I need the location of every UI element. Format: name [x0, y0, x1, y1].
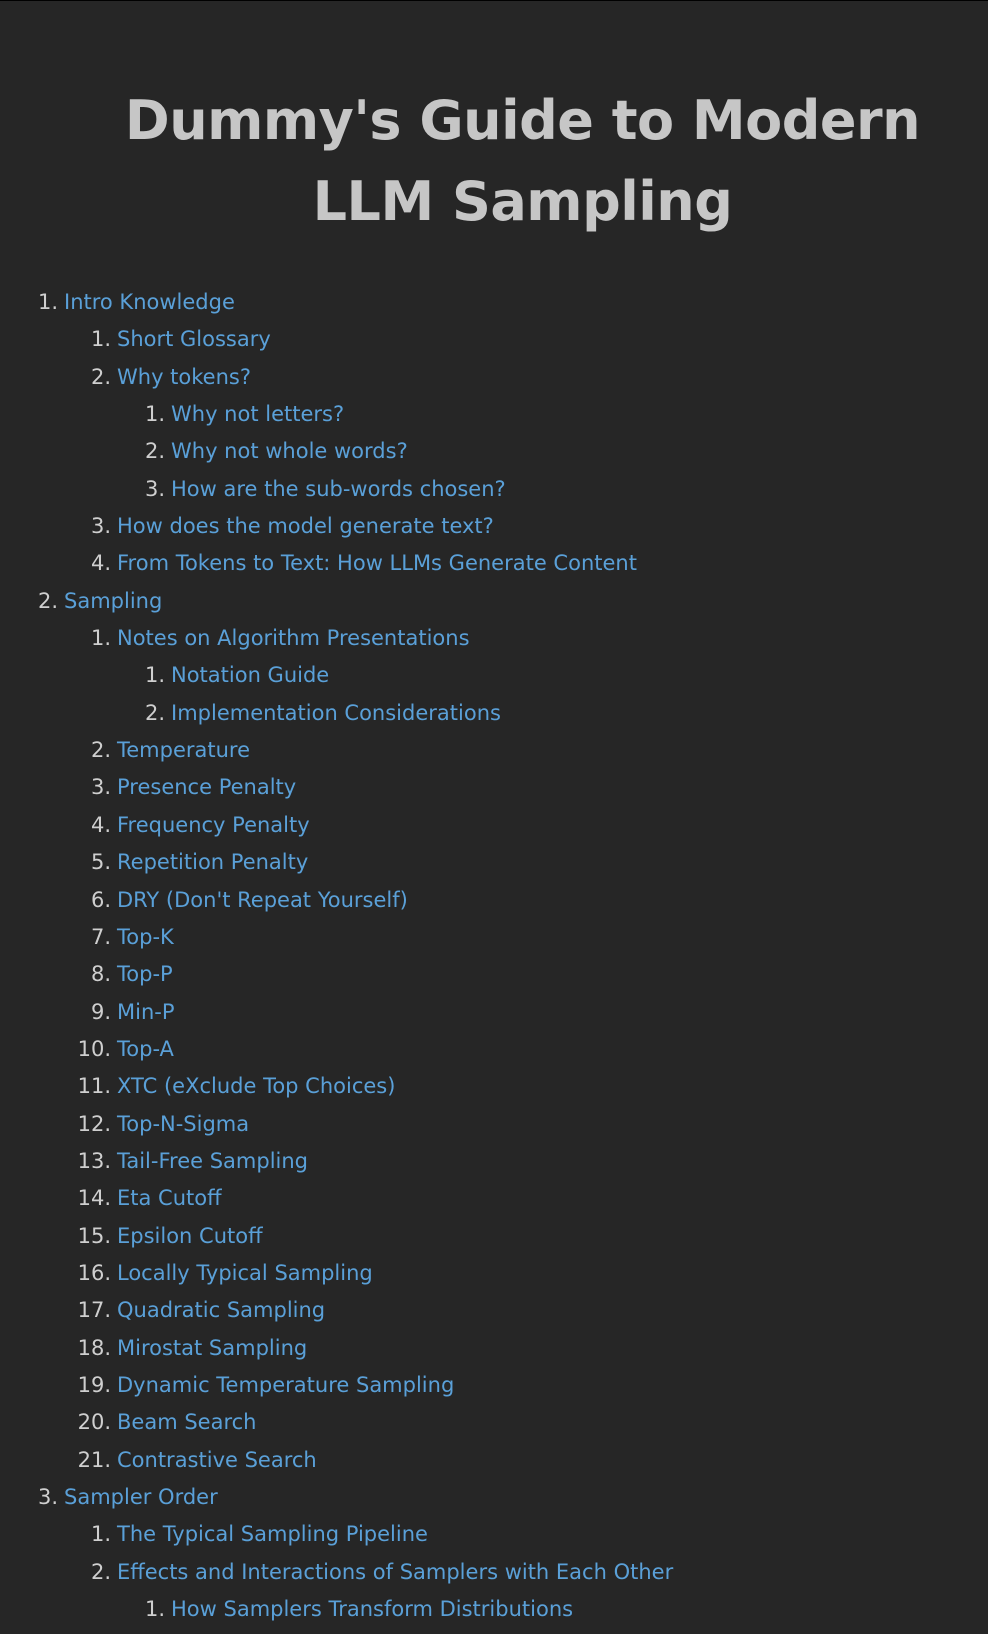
toc-link[interactable]: How does the model generate text? [117, 514, 494, 539]
toc-item [0, 1292, 988, 1329]
toc-item [0, 1218, 988, 1255]
toc-item [0, 545, 988, 582]
toc-item [0, 844, 988, 881]
toc-link[interactable]: Min-P [117, 999, 175, 1024]
toc-item [0, 583, 988, 620]
toc-item [0, 1479, 988, 1516]
toc-number: 3. [90, 775, 111, 800]
table-of-contents [0, 284, 988, 1628]
toc-link[interactable]: Top-A [117, 1036, 174, 1061]
toc-link[interactable]: Epsilon Cutoff [117, 1223, 263, 1248]
toc-link[interactable]: Locally Typical Sampling [117, 1260, 373, 1285]
toc-link[interactable]: Tail-Free Sampling [117, 1148, 308, 1173]
toc-link[interactable]: From Tokens to Text: How LLMs Generate Content [117, 551, 637, 576]
toc-item [0, 396, 988, 433]
toc-link[interactable]: DRY (Don't Repeat Yourself) [117, 887, 408, 912]
toc-number: 3. [144, 476, 165, 501]
toc-link[interactable]: How Samplers Transform Distributions [171, 1597, 574, 1622]
toc-number: 14. [77, 1186, 111, 1211]
top-border [0, 0, 988, 1]
toc-number: 11. [77, 1074, 111, 1099]
toc-link[interactable]: Notes on Algorithm Presentations [117, 626, 470, 651]
toc-number: 1. [90, 626, 111, 651]
toc-link[interactable]: Top-P [117, 962, 173, 987]
toc-item [0, 284, 988, 321]
toc-item [0, 1330, 988, 1367]
toc-link[interactable]: Sampler Order [64, 1485, 218, 1509]
toc-link[interactable]: Frequency Penalty [117, 812, 310, 837]
toc-item [0, 1031, 988, 1068]
toc-number: 12. [77, 1111, 111, 1136]
toc-item [0, 732, 988, 769]
toc-item [0, 433, 988, 470]
toc-link[interactable]: Presence Penalty [117, 775, 297, 800]
toc-item [0, 882, 988, 919]
toc-item [0, 1516, 988, 1553]
toc-number: 1. [144, 402, 165, 427]
toc-item [0, 321, 988, 358]
toc-link[interactable]: Effects and Interactions of Samplers with Each Other [117, 1559, 674, 1584]
toc-link[interactable]: Intro Knowledge [64, 290, 235, 314]
toc-number: 19. [77, 1372, 111, 1397]
toc-link[interactable]: Top-K [117, 924, 174, 949]
toc-item [0, 1106, 988, 1143]
toc-link[interactable]: Dynamic Temperature Sampling [117, 1372, 455, 1397]
toc-link[interactable]: Quadratic Sampling [117, 1298, 326, 1323]
toc-item [0, 1404, 988, 1441]
toc-number: 21. [77, 1447, 111, 1472]
toc-item [0, 1591, 988, 1628]
toc-item [0, 807, 988, 844]
toc-item [0, 956, 988, 993]
toc-number: 4. [90, 812, 111, 837]
toc-link[interactable]: Why not whole words? [171, 439, 408, 464]
toc-number: 13. [77, 1148, 111, 1173]
toc-number: 10. [77, 1036, 111, 1061]
toc-number: 9. [90, 999, 111, 1024]
toc-item [0, 1068, 988, 1105]
toc-link[interactable]: How are the sub-words chosen? [171, 476, 506, 501]
toc-item [0, 994, 988, 1031]
toc-number: 2. [144, 439, 165, 464]
toc-number: 3. [90, 514, 111, 539]
toc-item [0, 1367, 988, 1404]
toc-link[interactable]: Why tokens? [117, 364, 251, 389]
toc-link[interactable]: Temperature [117, 738, 251, 763]
toc-item [0, 657, 988, 694]
toc-number: 2. [144, 700, 165, 725]
toc-link[interactable]: The Typical Sampling Pipeline [117, 1522, 428, 1547]
toc-item [0, 471, 988, 508]
toc-item [0, 919, 988, 956]
toc-number: 8. [90, 962, 111, 987]
toc-number: 2. [37, 588, 58, 613]
toc-link[interactable]: Repetition Penalty [117, 850, 309, 875]
toc-item [0, 1143, 988, 1180]
toc-item [0, 1554, 988, 1591]
toc-item [0, 359, 988, 396]
toc-link[interactable]: Eta Cutoff [117, 1186, 222, 1211]
toc-item [0, 1255, 988, 1292]
toc-number: 1. [90, 327, 111, 352]
toc-item [0, 769, 988, 806]
toc-item [0, 1180, 988, 1217]
toc-link[interactable]: Top-N-Sigma [117, 1111, 250, 1136]
toc-number: 17. [77, 1298, 111, 1323]
toc-link[interactable]: Why not letters? [171, 402, 345, 427]
toc-number: 1. [90, 1522, 111, 1547]
toc-number: 16. [77, 1260, 111, 1285]
toc-link[interactable]: XTC (eXclude Top Choices) [117, 1074, 396, 1099]
toc-number: 15. [77, 1223, 111, 1248]
toc-link[interactable]: Notation Guide [171, 663, 330, 688]
toc-number: 18. [77, 1335, 111, 1360]
toc-number: 1. [37, 290, 58, 314]
toc-number: 5. [90, 850, 111, 875]
toc-number: 1. [144, 1597, 165, 1622]
toc-number: 1. [144, 663, 165, 688]
toc-link[interactable]: Sampling [64, 588, 163, 613]
toc-number: 2. [90, 738, 111, 763]
toc-number: 20. [77, 1410, 111, 1435]
page-title: Dummy's Guide to Modern LLM Sampling [124, 89, 921, 233]
toc-item [0, 620, 988, 657]
toc-link[interactable]: Implementation Considerations [171, 700, 501, 725]
toc-link[interactable]: Beam Search [117, 1410, 257, 1435]
toc-link[interactable]: Short Glossary [117, 327, 271, 352]
toc-link[interactable]: Contrastive Search [117, 1447, 317, 1472]
toc-link[interactable]: Mirostat Sampling [117, 1335, 308, 1360]
toc-number: 6. [90, 887, 111, 912]
toc-item [0, 1442, 988, 1479]
toc-item [0, 695, 988, 732]
toc-number: 7. [90, 924, 111, 949]
toc-number: 4. [90, 551, 111, 576]
toc-number: 2. [90, 364, 111, 389]
toc-number: 2. [90, 1559, 111, 1584]
toc-item [0, 508, 988, 545]
toc-number: 3. [37, 1485, 58, 1509]
